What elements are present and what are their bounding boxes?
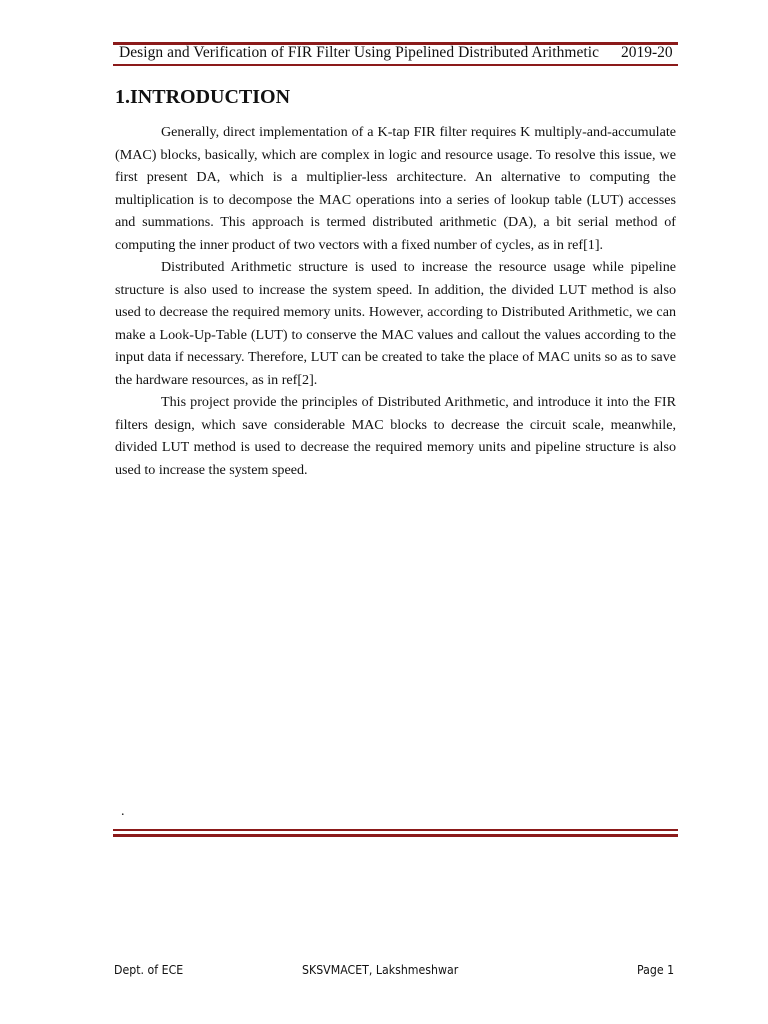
footer-college: SKSVMACET, Lakshmeshwar [302,962,459,977]
trailing-dot: . [121,804,125,819]
running-header-year: 2019-20 [621,44,673,61]
running-header-title: Design and Verification of FIR Filter Using Pipelined Distributed Arithmetic [119,44,600,61]
section-heading: 1.INTRODUCTION [115,86,291,108]
paragraph-3: This project provide the principles of Distributed Arithmetic, and introduce it into the FIR filters design, which save considerable MAC blocks to decrease the circuit scale, meanwhile, divided LUT method is used to decrease the required memory units and pipeline structure is also used to increase the system speed. [115,394,676,478]
footer-rule-bottom [113,834,678,837]
footer-dept: Dept. of ECE [114,962,184,977]
footer-rule-top [113,829,678,831]
body-text [115,121,676,481]
footer-page-number: Page 1 [637,962,675,977]
paragraph-1: Generally, direct implementation of a K-tap FIR filter requires K multiply-and-accumulate (MAC) blocks, basically, which are complex in logic and resource usage. To resolve this issue, we first present DA, which is a multiplier-less architecture. An alternative to computing the multiplication is to decompose the MAC operations into a series of lookup table (LUT) accesses and summations. This approach is termed distributed arithmetic (DA), a bit serial method of computing the inner product of two vectors with a fixed number of cycles, as in ref[1]. [115,124,676,253]
header-rule-bottom [113,64,678,66]
paragraph-2: Distributed Arithmetic structure is used to increase the resource usage while pipeline structure is also used to increase the system speed. In addition, the divided LUT method is also used to decrease the required memory units. However, according to Distributed Arithmetic, we can make a Look-Up-Table (LUT) to conserve the MAC values and callout the values according to the input data if necessary. Therefore, LUT can be created to take the place of MAC units so as to save the hardware resources, as in ref[2]. [115,259,676,388]
